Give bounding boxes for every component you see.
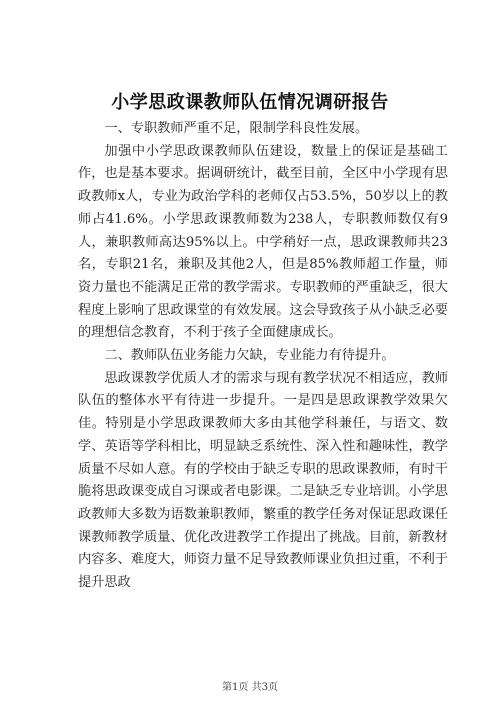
document-body [78,118,448,595]
section-heading-1: 一、专职教师严重不足，限制学科良性发展。 [104,121,369,136]
page-footer: 第1页 共3页 [222,682,278,693]
document-title: 小学思政课教师队伍情况调研报告 [111,92,389,113]
paragraph: 思政课教学优质人才的需求与现有教学状况不相适应，教师队伍的整体水平有待进一步提升。一是四是思政课教学效果欠佳。特别是小学思政课教师大多由其他学科兼任，与语文、数学、英语等学科相比，明显缺乏系统性、深入性和趣味性，教学质量不尽如人意。有的学校由于缺乏专职的思政课教师，有时干脆将思政课变成自习课或者电影课。二是缺乏专业培训。小学思政教师大多数为语数兼职教师，繁重的教学任务对保证思政课任课教师教学质量、优化改进教学工作提出了挑战。目前，新教材内容多、难度大，师资力量不足导致教师课业负担过重，不利于提升思政 [78,370,448,591]
section-heading-2: 二、教师队伍业务能力欠缺，专业能力有待提升。 [104,348,395,364]
paragraph: 加强中小学思政课教师队伍建设，数量上的保证是基础工作，也是基本要求。据调研统计，截至目前，全区中小学现有思政教师x人，专业为政治学科的老师仅占53.5%，50岁以上的教师占41.6%。小学思政课教师数为238人，专职教师数仅有9人，兼职教师高达95%以上。中学稍好一点，思政课教师共23名，专职21名，兼职及其他2人，但是85%教师超工作量，师资力量也不能满足正常的教学需求。专职教师的严重缺乏，很大程度上影响了思政课堂的有效发展。这会导致孩子从小缺乏必要的理想信念教育，不利于孩子全面健康成长。 [78,143,448,341]
